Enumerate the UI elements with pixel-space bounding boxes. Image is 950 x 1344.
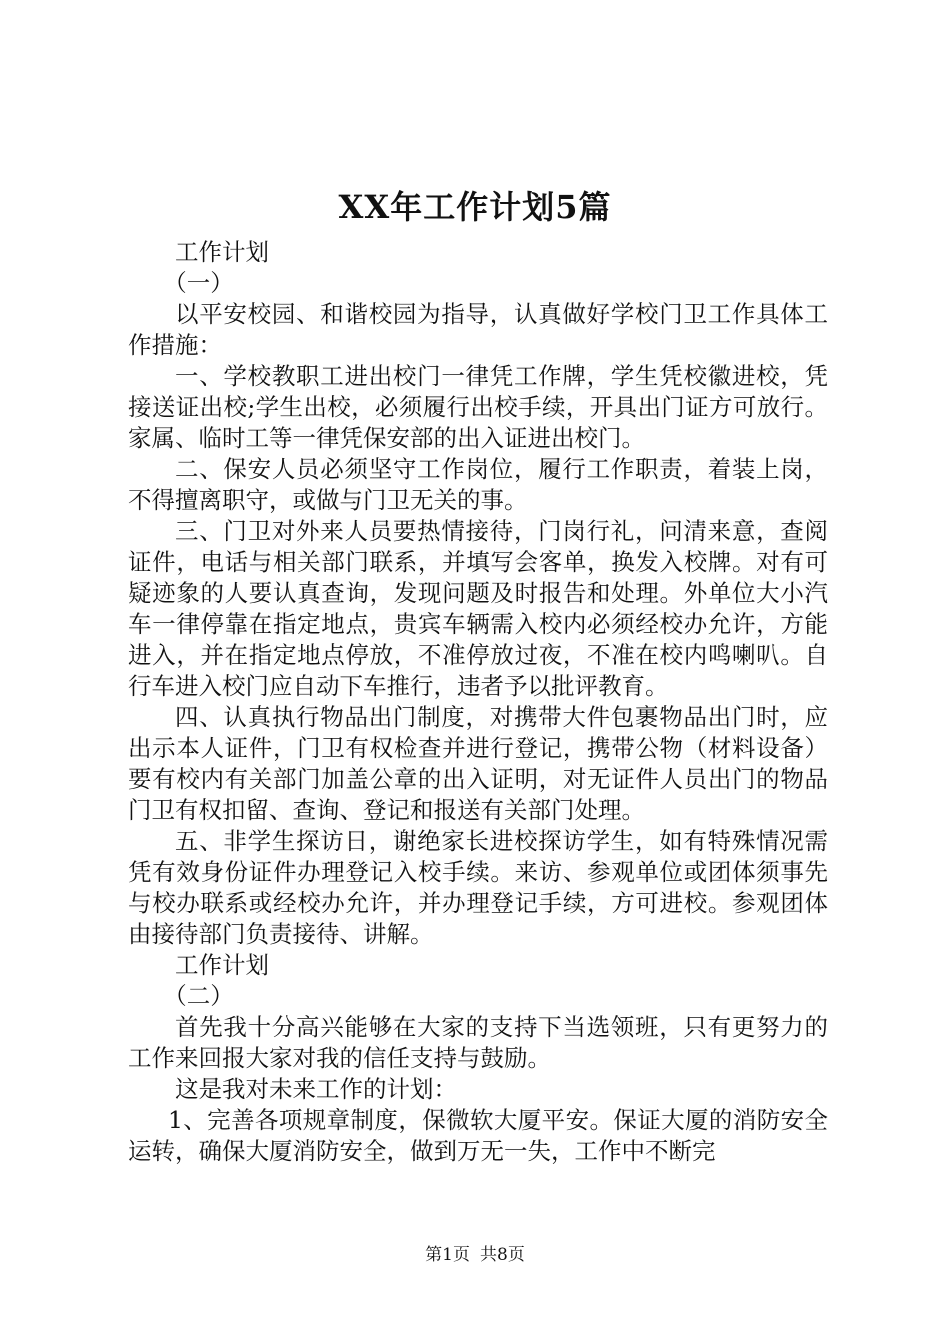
paragraph: 三、门卫对外来人员要热情接待，门岗行礼，问清来意，查阅证件，电话与相关部门联系，并填写会客单，换发入校牌。对有可疑迹象的人要认真查询，发现问题及时报告和处理。外单位大小汽车一律停靠在指定地点，贵宾车辆需入校内必须经校办允许，方能进入，并在指定地点停放，不准停放过夜，不准在校内鸣喇叭。自行车进入校门应自动下车推行，违者予以批评教育。 [128,517,828,700]
paragraph: 这是我对未来工作的计划： [175,1075,457,1103]
section-number: （一） [163,269,234,297]
section-heading: 工作计划 [175,951,269,979]
paragraph: 五、非学生探访日，谢绝家长进校探访学生，如有特殊情况需凭有效身份证件办理登记入校手续。来访、参观单位或团体须事先与校办联系或经校办允许，并办理登记手续，方可进校。参观团体由接待部门负责接待、讲解。 [128,827,828,948]
section-number: （二） [163,982,234,1010]
paragraph: 1、完善各项规章制度，保微软大厦平安。保证大厦的消防安全运转，确保大厦消防安全，做到万无一失，工作中不断完 [128,1106,828,1165]
paragraph: 一、学校教职工进出校门一律凭工作牌，学生凭校徽进校，凭接送证出校;学生出校，必须履行出校手续，开具出门证方可放行。家属、临时工等一律凭保安部的出入证进出校门。 [128,362,828,452]
page-footer [0,1243,950,1267]
page-number-current: 第1页 [425,1245,470,1265]
paragraph: 首先我十分高兴能够在大家的支持下当选领班，只有更努力的工作来回报大家对我的信任支持与鼓励。 [128,1013,828,1072]
paragraph: 四、认真执行物品出门制度，对携带大件包裹物品出门时，应出示本人证件，门卫有权检查并进行登记，携带公物（材料设备）要有校内有关部门加盖公章的出入证明，对无证件人员出门的物品门卫有权扣留、查询、登记和报送有关部门处理。 [128,703,828,824]
paragraph: 以平安校园、和谐校园为指导，认真做好学校门卫工作具体工作措施： [128,300,828,359]
document-title: XX年工作计划5篇 [338,188,612,226]
paragraph: 二、保安人员必须坚守工作岗位，履行工作职责，着装上岗，不得擅离职守，或做与门卫无关的事。 [128,455,828,514]
document-body [128,237,828,1167]
section-heading: 工作计划 [175,238,269,266]
page-number-total: 共8页 [480,1245,525,1265]
